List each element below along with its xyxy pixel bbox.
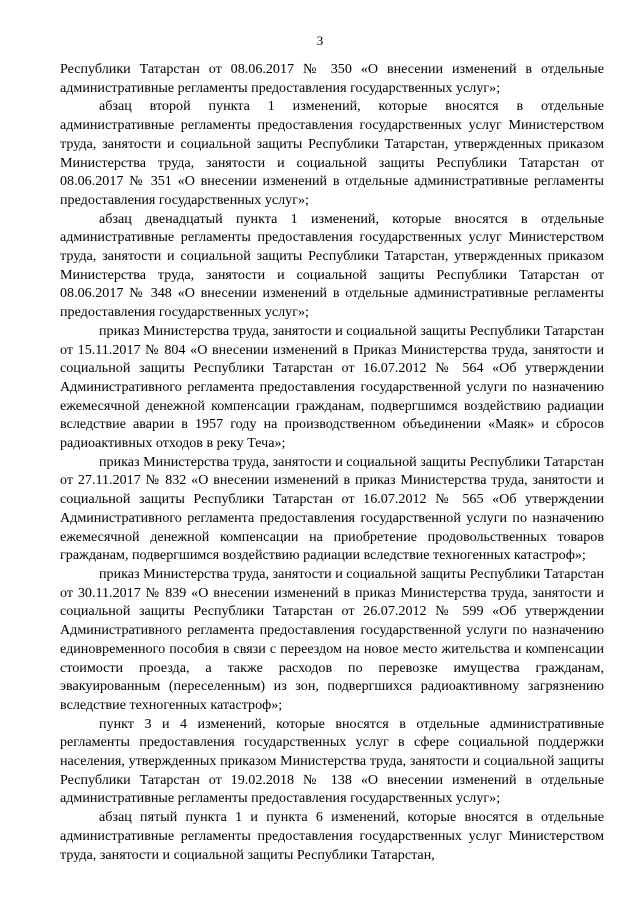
- paragraph: приказ Министерства труда, занятости и социальной защиты Республики Татарстан от 30.11.2017 № 839 «О внесении изменений в приказ Министерства труда, занятости и социальной защиты Республики Татарстан от 26.07.2012 № 599 «Об утверждении Административного регламента предоставления государственной услуги по назначению единовременного пособия в связи с переездом на новое место жительства и компенсации стоимости проезда, а также расходов по перевозке имущества гражданам, эвакуированным (переселенным) из зон, подвергшихся радиоактивному загрязнению вследствие техногенных катастроф»;: [60, 565, 604, 713]
- document-body: [60, 60, 604, 864]
- page-number: 3: [316, 33, 324, 48]
- paragraph: приказ Министерства труда, занятости и социальной защиты Республики Татарстан от 27.11.2017 № 832 «О внесении изменений в приказ Министерства труда, занятости и социальной защиты Республики Татарстан от 16.07.2012 № 565 «Об утверждении Административного регламента предоставления государственной услуги по назначению ежемесячной денежной компенсации на приобретение продовольственных товаров гражданам, подвергшимся воздействию радиации вследствие техногенных катастроф»;: [60, 453, 604, 564]
- paragraph: абзац второй пункта 1 изменений, которые вносятся в отдельные административные регламенты предоставления государственных услуг Министерством труда, занятости и социальной защиты Республики Татарстан, утвержденных приказом Министерства труда, занятости и социальной защиты Республики Татарстан от 08.06.2017 № 351 «О внесении изменений в отдельные административные регламенты предоставления государственных услуг»;: [60, 98, 604, 208]
- paragraph: Республики Татарстан от 08.06.2017 № 350 «О внесении изменений в отдельные административные регламенты предоставления государственных услуг»;: [60, 61, 604, 96]
- paragraph: приказ Министерства труда, занятости и социальной защиты Республики Татарстан от 15.11.2017 № 804 «О внесении изменений в Приказ Министерства труда, занятости и социальной защиты Республики Татарстан от 16.07.2012 № 564 «Об утверждении Административного регламента предоставления государственной услуги по назначению ежемесячной денежной компенсации гражданам, подвергшимся воздействию радиации вследствие аварии в 1957 году на производственном объединении «Маяк» и сбросов радиоактивных отходов в реку Теча»;: [60, 322, 604, 452]
- paragraph: пункт 3 и 4 изменений, которые вносятся в отдельные административные регламенты предоставления государственных услуг в сфере социальной поддержки населения, утвержденных приказом Министерства труда, занятости и социальной защиты Республики Татарстан от 19.02.2018 № 138 «О внесении изменений в отдельные административные регламенты предоставления государственных услуг»;: [60, 715, 604, 807]
- paragraph: абзац двенадцатый пункта 1 изменений, которые вносятся в отдельные административные регламенты предоставления государственных услуг Министерством труда, занятости и социальной защиты Республики Татарстан, утвержденных приказом Министерства труда, занятости и социальной защиты Республики Татарстан от 08.06.2017 № 348 «О внесении изменений в отдельные административные регламенты предоставления государственных услуг»;: [60, 210, 604, 321]
- paragraph: абзац пятый пункта 1 и пункта 6 изменений, которые вносятся в отдельные административные регламенты предоставления государственных услуг Министерством труда, занятости и социальной защиты Республики Татарстан,: [60, 809, 604, 863]
